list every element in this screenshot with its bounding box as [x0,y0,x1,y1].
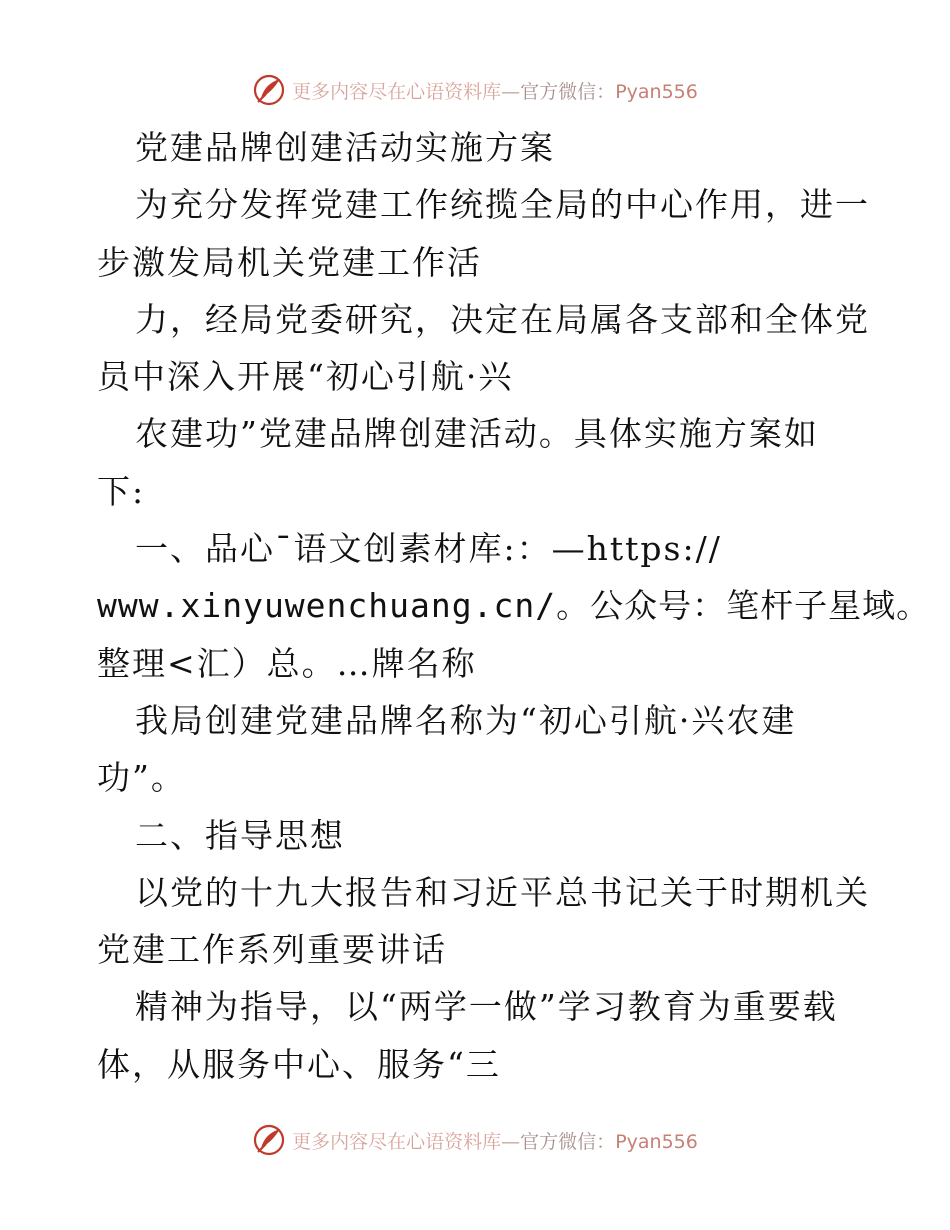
document-title: 党建品牌创建活动实施方案 [135,128,555,167]
paragraph-line: 党建工作系列重要讲话 [97,930,447,970]
feather-quill-icon [252,73,286,107]
header-watermark [0,70,950,110]
paragraph-line: 员中深入开展“初心引航·兴 [97,357,514,397]
section-heading-guiding-ideology: 二、指导思想 [135,815,345,855]
watermark-text [292,77,698,104]
paragraph-line: 我局创建党建品牌名称为“初心引航·兴农建 [135,700,797,740]
paragraph-line: 力，经局党委研究，决定在局属各支部和全体党 [135,299,870,339]
watermark-wechat-label: 官方微信： [520,80,616,103]
paragraph-line: 精神为指导，以“两学一做”学习教育为重要载 [135,987,838,1027]
paragraph-line: www.xinyuwenchuang.cn/。公众号：笔杆子星域。 [97,586,931,626]
watermark-wechat-label: 官方微信： [520,1130,616,1153]
watermark-wechat-id: Pyan556 [615,1130,698,1153]
paragraph-line: 下: [97,471,146,511]
document-body [97,119,931,1093]
paragraph-line: 体，从服务中心、服务“三 [97,1044,501,1084]
paragraph-line: 以党的十九大报告和习近平总书记关于时期机关 [135,872,870,912]
paragraph-line: 整理<汇）总。…牌名称 [97,643,477,683]
paragraph-line: 农建功”党建品牌创建活动。具体实施方案如 [135,414,819,454]
watermark-separator: — [501,1130,521,1153]
paragraph-line: 为充分发挥党建工作统揽全局的中心作用，进一 [135,185,870,225]
paragraph-line: 步激发局机关党建工作活 [97,242,482,282]
watermark-text [292,1127,698,1154]
feather-quill-icon [252,1123,286,1157]
watermark-brand: 更多内容尽在心语资料库 [292,1130,502,1153]
watermark-brand: 更多内容尽在心语资料库 [292,80,502,103]
paragraph-line: 功”。 [97,758,186,798]
watermark-wechat-id: Pyan556 [615,80,698,103]
footer-watermark [0,1120,950,1160]
section-heading-brand-name: 一、品心¯语文创素材库:：—https:// [135,529,722,569]
watermark-separator: — [501,80,521,103]
